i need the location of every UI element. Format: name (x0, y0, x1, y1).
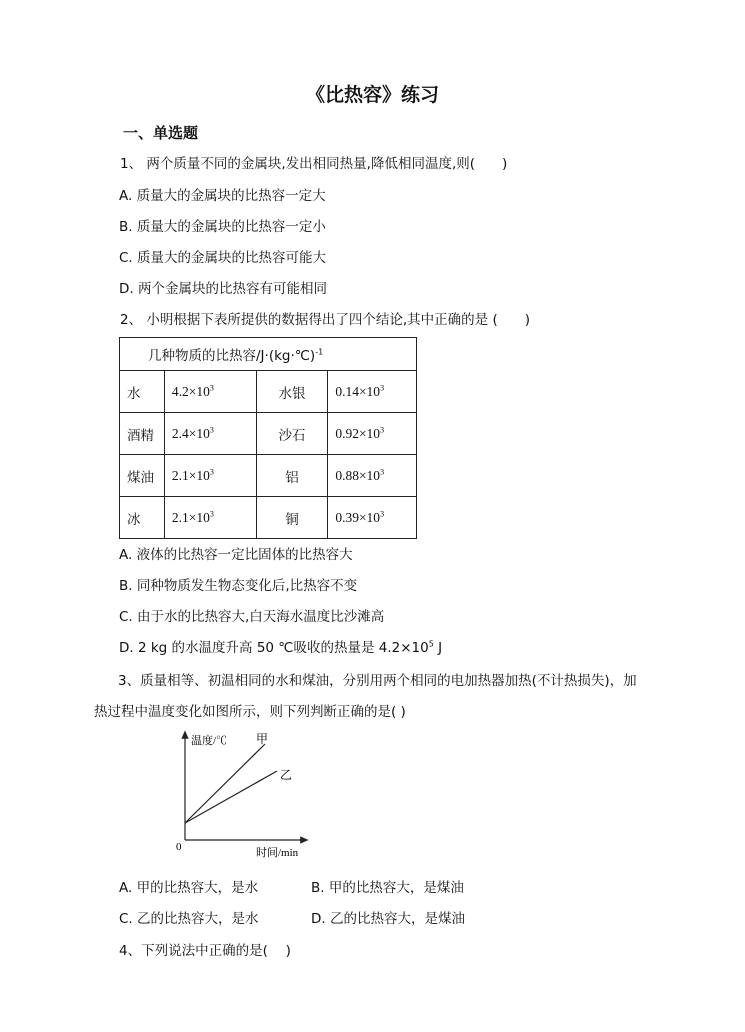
q1-option-d: D. 两个金属块的比热容有可能相同 (119, 281, 327, 297)
x-axis-label: 时间/min (256, 847, 299, 859)
q1-stem: 1、 两个质量不同的金属块,发出相同热量,降低相同温度,则( ) (120, 156, 508, 172)
page-title: 《比热容》练习 (305, 84, 439, 106)
substance-value: $4.2\times 10^3$ (164, 371, 256, 413)
origin-label: 0 (176, 841, 182, 853)
q2-option-d: D. 2 kg 的水温度升高 50 ℃吸收的热量是 $4.2\times 10^5$ J (119, 639, 443, 656)
q3-option-d: D. 乙的比热容大，是煤油 (311, 911, 465, 927)
q2-option-b: B. 同种物质发生物态变化后,比热容不变 (119, 578, 358, 594)
series-label-yi: 乙 (280, 768, 293, 782)
series-line-jia (185, 744, 265, 823)
q3-option-b: B. 甲的比热容大，是煤油 (311, 880, 464, 896)
temperature-time-graph (165, 726, 325, 862)
table-title-main: 几种物质的比热容/J·(kg·℃) (148, 348, 316, 364)
substance-value: $0.88\times 10^3$ (328, 455, 417, 497)
q2-option-a: A. 液体的比热容一定比固体的比热容大 (119, 547, 353, 563)
q3-stem-line1: 3、质量相等、初温相同的水和煤油，分别用两个相同的电加热器加热(不计热损失)，加 (118, 673, 637, 689)
section-heading: 一、单选题 (123, 124, 199, 142)
substance-value: $0.92\times 10^3$ (328, 413, 417, 455)
q4-stem: 4、下列说法中正确的是( ) (119, 943, 291, 959)
table-title (120, 338, 417, 371)
table-title-sup: -1 (315, 347, 324, 357)
substance-name: 酒精 (120, 413, 165, 455)
substance-name: 水 (120, 371, 165, 413)
substance-value: $0.39\times 10^3$ (328, 497, 417, 539)
substance-name: 冰 (120, 497, 165, 539)
substance-value: $2.1\times 10^3$ (164, 455, 256, 497)
q2-stem: 2、 小明根据下表所提供的数据得出了四个结论,其中正确的是 ( ) (120, 312, 530, 328)
q3-stem-line2: 热过程中温度变化如图所示，则下列判断正确的是( ) (94, 704, 406, 720)
substance-name: 水银 (256, 371, 328, 413)
q1-option-a: A. 质量大的金属块的比热容一定大 (119, 188, 326, 204)
q1-option-c: C. 质量大的金属块的比热容可能大 (119, 250, 327, 266)
substance-value: $2.4\times 10^3$ (164, 413, 256, 455)
q3-option-c: C. 乙的比热容大，是水 (119, 911, 259, 927)
q2-option-c: C. 由于水的比热容大,白天海水温度比沙滩高 (119, 609, 385, 625)
substance-name: 铝 (256, 455, 328, 497)
table-row (120, 455, 417, 497)
table-row (120, 413, 417, 455)
q3-option-a: A. 甲的比热容大，是水 (119, 880, 259, 896)
substance-value: $0.14\times 10^3$ (328, 371, 417, 413)
q1-option-b: B. 质量大的金属块的比热容一定小 (119, 219, 326, 235)
substance-name: 煤油 (120, 455, 165, 497)
specific-heat-table (119, 337, 417, 539)
substance-name: 铜 (256, 497, 328, 539)
table-row (120, 371, 417, 413)
y-axis-label: 温度/℃ (191, 735, 228, 747)
substance-value: $2.1\times 10^3$ (164, 497, 256, 539)
table-row (120, 497, 417, 539)
series-line-yi (185, 771, 277, 823)
series-label-jia: 甲 (256, 732, 269, 746)
substance-name: 沙石 (256, 413, 328, 455)
